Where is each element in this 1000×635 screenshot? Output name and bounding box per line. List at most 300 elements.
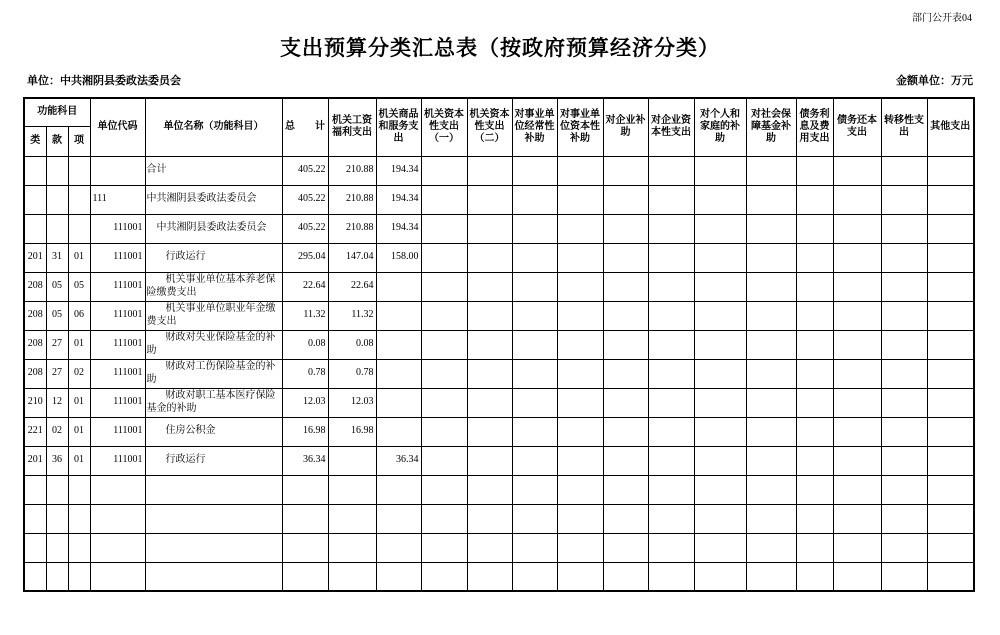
cell-value <box>881 243 927 272</box>
cell-value <box>557 243 603 272</box>
cell-value <box>512 359 557 388</box>
cell-value <box>648 504 694 533</box>
cell-value <box>557 272 603 301</box>
cell-value <box>694 446 746 475</box>
cell-value <box>421 388 467 417</box>
cell-xiang: 05 <box>68 272 90 301</box>
cell-unit-name: 财政对工伤保险基金的补助 <box>145 359 282 388</box>
cell-lei <box>24 214 46 243</box>
table-row <box>24 156 974 185</box>
cell-value <box>694 475 746 504</box>
cell-kuan: 02 <box>46 417 68 446</box>
header-col-1: 单位名称（功能科目） <box>145 98 282 156</box>
cell-value <box>746 330 796 359</box>
header-col-11: 对个人和家庭的补助 <box>694 98 746 156</box>
cell-value <box>833 301 881 330</box>
cell-value <box>282 475 328 504</box>
cell-value: 12.03 <box>282 388 328 417</box>
cell-value <box>648 562 694 591</box>
unit-label: 单位：中共湘阴县委政法委员会 <box>27 75 181 87</box>
cell-unit-code: 111001 <box>90 388 145 417</box>
cell-value <box>557 533 603 562</box>
cell-unit-name <box>145 533 282 562</box>
cell-value <box>746 388 796 417</box>
cell-value: 158.00 <box>376 243 421 272</box>
cell-value <box>881 504 927 533</box>
cell-value <box>746 185 796 214</box>
cell-value <box>746 504 796 533</box>
cell-value <box>881 446 927 475</box>
cell-kuan: 31 <box>46 243 68 272</box>
cell-value <box>927 475 974 504</box>
cell-value <box>796 388 833 417</box>
cell-value <box>603 243 648 272</box>
cell-value <box>694 388 746 417</box>
cell-value <box>282 562 328 591</box>
cell-value <box>694 214 746 243</box>
table-row <box>24 388 974 417</box>
cell-value <box>796 243 833 272</box>
cell-value <box>603 185 648 214</box>
cell-xiang: 02 <box>68 359 90 388</box>
cell-value <box>467 562 512 591</box>
cell-value: 11.32 <box>328 301 376 330</box>
cell-value <box>557 185 603 214</box>
cell-kuan <box>46 533 68 562</box>
cell-value <box>421 272 467 301</box>
cell-value <box>648 243 694 272</box>
cell-value: 16.98 <box>282 417 328 446</box>
cell-value <box>557 388 603 417</box>
cell-value: 0.78 <box>282 359 328 388</box>
cell-xiang: 01 <box>68 243 90 272</box>
header-col-7: 对事业单位经常性补助 <box>512 98 557 156</box>
cell-value <box>603 359 648 388</box>
cell-value <box>467 156 512 185</box>
cell-value <box>927 214 974 243</box>
header-col-14: 债务还本支出 <box>833 98 881 156</box>
budget-table <box>23 97 975 592</box>
table-row <box>24 504 974 533</box>
cell-value <box>421 417 467 446</box>
cell-value <box>603 562 648 591</box>
cell-unit-code: 111 <box>90 185 145 214</box>
cell-value: 11.32 <box>282 301 328 330</box>
cell-value <box>648 446 694 475</box>
cell-value <box>796 330 833 359</box>
cell-lei: 201 <box>24 243 46 272</box>
cell-value <box>376 272 421 301</box>
cell-lei <box>24 475 46 504</box>
cell-value <box>881 359 927 388</box>
cell-value <box>512 243 557 272</box>
cell-value <box>512 330 557 359</box>
cell-value <box>927 504 974 533</box>
cell-value <box>746 562 796 591</box>
cell-value <box>796 562 833 591</box>
cell-kuan: 05 <box>46 272 68 301</box>
cell-value: 22.64 <box>328 272 376 301</box>
cell-value <box>927 533 974 562</box>
cell-lei: 210 <box>24 388 46 417</box>
cell-unit-name: 中共湘阴县委政法委员会 <box>145 214 282 243</box>
cell-value <box>512 446 557 475</box>
cell-value <box>421 446 467 475</box>
cell-xiang <box>68 504 90 533</box>
cell-value <box>557 504 603 533</box>
cell-value <box>881 417 927 446</box>
cell-value <box>512 533 557 562</box>
cell-value <box>603 272 648 301</box>
cell-value <box>881 156 927 185</box>
cell-xiang: 06 <box>68 301 90 330</box>
cell-value <box>328 446 376 475</box>
cell-value <box>421 301 467 330</box>
cell-value <box>694 504 746 533</box>
cell-lei: 208 <box>24 301 46 330</box>
cell-unit-name: 合计 <box>145 156 282 185</box>
header-functional-category: 功能科目 <box>24 98 90 126</box>
cell-value <box>421 330 467 359</box>
cell-value <box>648 359 694 388</box>
cell-value <box>648 272 694 301</box>
cell-xiang: 01 <box>68 446 90 475</box>
cell-value <box>603 330 648 359</box>
table-header <box>24 98 974 156</box>
cell-value: 147.04 <box>328 243 376 272</box>
cell-value <box>603 504 648 533</box>
cell-lei: 208 <box>24 272 46 301</box>
page-title: 支出预算分类汇总表（按政府预算经济分类） <box>280 37 720 60</box>
header-sub-2: 项 <box>68 126 90 156</box>
cell-value: 194.34 <box>376 185 421 214</box>
cell-kuan <box>46 504 68 533</box>
cell-kuan: 27 <box>46 359 68 388</box>
cell-value <box>746 214 796 243</box>
cell-value <box>881 330 927 359</box>
cell-value <box>376 359 421 388</box>
table-row <box>24 533 974 562</box>
table-row <box>24 243 974 272</box>
table-body <box>24 156 974 591</box>
cell-kuan: 12 <box>46 388 68 417</box>
cell-value <box>512 475 557 504</box>
cell-value <box>512 185 557 214</box>
cell-value: 295.04 <box>282 243 328 272</box>
cell-unit-name: 财政对失业保险基金的补助 <box>145 330 282 359</box>
cell-value <box>927 301 974 330</box>
cell-value: 36.34 <box>376 446 421 475</box>
cell-unit-code <box>90 533 145 562</box>
cell-value <box>467 243 512 272</box>
cell-unit-name <box>145 504 282 533</box>
cell-value <box>746 417 796 446</box>
cell-unit-code <box>90 562 145 591</box>
cell-value: 210.88 <box>328 185 376 214</box>
cell-value <box>648 330 694 359</box>
cell-lei <box>24 562 46 591</box>
cell-xiang: 01 <box>68 417 90 446</box>
cell-lei: 208 <box>24 359 46 388</box>
cell-value: 210.88 <box>328 156 376 185</box>
cell-value <box>376 533 421 562</box>
header-sub-0: 类 <box>24 126 46 156</box>
cell-value <box>512 388 557 417</box>
cell-value <box>648 156 694 185</box>
cell-value <box>512 417 557 446</box>
cell-value <box>796 475 833 504</box>
cell-value <box>467 504 512 533</box>
cell-value <box>694 417 746 446</box>
cell-lei: 208 <box>24 330 46 359</box>
cell-value <box>833 446 881 475</box>
cell-value <box>648 475 694 504</box>
cell-value <box>881 185 927 214</box>
cell-lei <box>24 504 46 533</box>
cell-value <box>833 504 881 533</box>
cell-value <box>927 446 974 475</box>
cell-value <box>512 214 557 243</box>
cell-value <box>421 504 467 533</box>
cell-value <box>648 301 694 330</box>
cell-value <box>833 359 881 388</box>
header-col-16: 其他支出 <box>927 98 974 156</box>
cell-value <box>467 185 512 214</box>
cell-value <box>512 156 557 185</box>
cell-value <box>557 475 603 504</box>
cell-unit-code: 111001 <box>90 359 145 388</box>
cell-value <box>282 504 328 533</box>
cell-value <box>512 301 557 330</box>
cell-xiang <box>68 214 90 243</box>
cell-value <box>927 359 974 388</box>
amount-unit-label: 金额单位：万元 <box>896 75 973 87</box>
cell-value <box>833 475 881 504</box>
cell-unit-code: 111001 <box>90 243 145 272</box>
cell-lei: 221 <box>24 417 46 446</box>
cell-unit-code: 111001 <box>90 417 145 446</box>
cell-unit-code: 111001 <box>90 301 145 330</box>
cell-value <box>796 272 833 301</box>
cell-value <box>328 562 376 591</box>
cell-value <box>927 156 974 185</box>
corner-label: 部门公开表04 <box>912 13 972 24</box>
cell-value <box>603 388 648 417</box>
cell-value: 22.64 <box>282 272 328 301</box>
cell-value: 405.22 <box>282 156 328 185</box>
cell-value <box>833 243 881 272</box>
cell-value <box>833 272 881 301</box>
cell-value <box>557 417 603 446</box>
cell-unit-name: 行政运行 <box>145 243 282 272</box>
cell-value <box>376 417 421 446</box>
cell-value <box>796 214 833 243</box>
cell-unit-name: 住房公积金 <box>145 417 282 446</box>
cell-value <box>694 185 746 214</box>
cell-value <box>927 562 974 591</box>
cell-unit-name: 行政运行 <box>145 446 282 475</box>
cell-xiang <box>68 156 90 185</box>
cell-value <box>694 301 746 330</box>
header-col-12: 对社会保障基金补助 <box>746 98 796 156</box>
cell-value <box>746 156 796 185</box>
cell-value <box>796 417 833 446</box>
header-sub-1: 款 <box>46 126 68 156</box>
cell-value <box>603 533 648 562</box>
cell-value <box>694 562 746 591</box>
cell-value <box>796 156 833 185</box>
cell-value: 12.03 <box>328 388 376 417</box>
cell-value <box>376 388 421 417</box>
cell-value: 405.22 <box>282 185 328 214</box>
cell-unit-code <box>90 475 145 504</box>
cell-xiang: 01 <box>68 388 90 417</box>
cell-value <box>376 562 421 591</box>
cell-value <box>376 330 421 359</box>
cell-lei: 201 <box>24 446 46 475</box>
cell-value <box>927 272 974 301</box>
cell-value: 194.34 <box>376 156 421 185</box>
cell-value <box>512 272 557 301</box>
table-row <box>24 359 974 388</box>
cell-kuan <box>46 562 68 591</box>
cell-value <box>796 301 833 330</box>
cell-kuan: 05 <box>46 301 68 330</box>
table-row <box>24 301 974 330</box>
cell-lei <box>24 185 46 214</box>
table-row <box>24 446 974 475</box>
cell-value <box>328 475 376 504</box>
cell-unit-code <box>90 504 145 533</box>
cell-value <box>467 388 512 417</box>
header-col-9: 对企业补助 <box>603 98 648 156</box>
cell-kuan: 27 <box>46 330 68 359</box>
cell-value <box>796 504 833 533</box>
cell-value <box>694 156 746 185</box>
cell-unit-code: 111001 <box>90 446 145 475</box>
cell-unit-name: 中共湘阴县委政法委员会 <box>145 185 282 214</box>
cell-value <box>694 533 746 562</box>
cell-value: 0.78 <box>328 359 376 388</box>
cell-value <box>421 156 467 185</box>
cell-value <box>421 185 467 214</box>
cell-value <box>648 214 694 243</box>
cell-xiang: 01 <box>68 330 90 359</box>
cell-xiang <box>68 475 90 504</box>
cell-kuan <box>46 475 68 504</box>
cell-value <box>467 301 512 330</box>
header-col-3: 机关工资福利支出 <box>328 98 376 156</box>
cell-xiang <box>68 533 90 562</box>
cell-kuan: 36 <box>46 446 68 475</box>
cell-value <box>648 388 694 417</box>
header-col-5: 机关资本性支出（一） <box>421 98 467 156</box>
cell-value <box>328 533 376 562</box>
cell-xiang <box>68 562 90 591</box>
cell-value <box>557 562 603 591</box>
cell-value: 210.88 <box>328 214 376 243</box>
cell-value <box>421 243 467 272</box>
header-col-8: 对事业单位资本性补助 <box>557 98 603 156</box>
cell-value <box>746 243 796 272</box>
cell-value <box>282 533 328 562</box>
cell-unit-code: 111001 <box>90 214 145 243</box>
cell-unit-name: 机关事业单位职业年金缴费支出 <box>145 301 282 330</box>
meta-row <box>0 72 1000 88</box>
cell-value <box>421 533 467 562</box>
header-col-2: 总 计 <box>282 98 328 156</box>
table-row <box>24 272 974 301</box>
cell-value <box>881 533 927 562</box>
cell-kuan <box>46 214 68 243</box>
cell-unit-code: 111001 <box>90 272 145 301</box>
cell-value <box>833 156 881 185</box>
cell-value <box>927 185 974 214</box>
cell-value <box>512 562 557 591</box>
cell-value <box>881 272 927 301</box>
cell-lei <box>24 156 46 185</box>
cell-value <box>467 214 512 243</box>
cell-value <box>694 330 746 359</box>
cell-value <box>557 330 603 359</box>
cell-unit-code: 111001 <box>90 330 145 359</box>
header-col-4: 机关商品和服务支出 <box>376 98 421 156</box>
cell-value <box>694 243 746 272</box>
table-row <box>24 417 974 446</box>
cell-xiang <box>68 185 90 214</box>
cell-value <box>796 359 833 388</box>
cell-value <box>421 475 467 504</box>
table-row <box>24 562 974 591</box>
cell-value: 0.08 <box>282 330 328 359</box>
cell-kuan <box>46 156 68 185</box>
cell-value <box>881 475 927 504</box>
cell-unit-name <box>145 562 282 591</box>
cell-value <box>557 156 603 185</box>
cell-value <box>648 533 694 562</box>
cell-value <box>796 185 833 214</box>
cell-value <box>833 214 881 243</box>
cell-value <box>833 388 881 417</box>
header-col-6: 机关资本性支出（二） <box>467 98 512 156</box>
cell-value <box>467 475 512 504</box>
cell-unit-name <box>145 475 282 504</box>
cell-unit-name: 机关事业单位基本养老保险缴费支出 <box>145 272 282 301</box>
cell-value <box>746 475 796 504</box>
cell-value: 194.34 <box>376 214 421 243</box>
cell-value <box>796 533 833 562</box>
cell-unit-code <box>90 156 145 185</box>
cell-value <box>376 504 421 533</box>
cell-value <box>694 272 746 301</box>
cell-value <box>467 533 512 562</box>
cell-value: 405.22 <box>282 214 328 243</box>
cell-value <box>746 533 796 562</box>
cell-lei <box>24 533 46 562</box>
cell-value <box>467 272 512 301</box>
cell-value <box>881 301 927 330</box>
cell-value <box>557 214 603 243</box>
cell-value <box>421 359 467 388</box>
cell-value <box>467 330 512 359</box>
cell-value <box>467 359 512 388</box>
cell-value <box>376 301 421 330</box>
cell-value <box>512 504 557 533</box>
cell-value <box>927 388 974 417</box>
cell-value <box>557 446 603 475</box>
cell-value <box>881 214 927 243</box>
cell-value <box>927 243 974 272</box>
